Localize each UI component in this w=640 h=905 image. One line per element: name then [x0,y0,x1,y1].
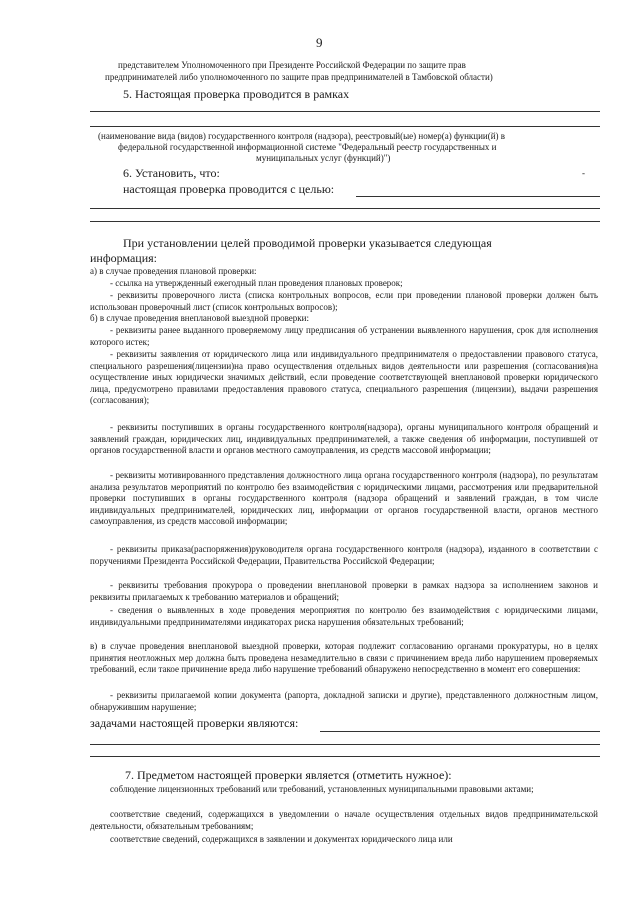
item-b3: - реквизиты поступивших в органы государственного контроля(надзора), органы муниципального контроля обращений и заявлений граждан, юридических лиц, индивидуальных предпринимателей, а также сведения об информации, поступившей от органов государственной власти и органов местного самоуправления, из средств массовой информации; [90,422,598,456]
item-a-title: а) в случае проведения плановой проверки: [90,266,257,276]
fill-line [90,744,600,745]
item-v1: - реквизиты прилагаемой копии документа (рапорта, докладной записки и другие), представленного должностным лицом, обнаружившим нарушение; [90,690,598,712]
item-b5: - реквизиты приказа(распоряжения)руководителя органа государственного контроля (надзора), изданного в соответствии с поручениями Президента Российской Федерации, Правительства Российской Федерации; [90,544,598,566]
section5-caption-2: федеральной государственной информационной системе "Федеральный реестр государственных и [118,142,497,152]
note-line-1: При установлении целей проводимой проверки указывается следующая [123,236,492,250]
intro-line-1: представителем Уполномоченного при Президенте Российской Федерации по защите прав [118,60,466,70]
section5-heading: 5. Настоящая проверка проводится в рамках [123,87,350,101]
item-b7: - сведения о выявленных в ходе проведения мероприятия по контролю без взаимодействия с юридическими лицами, индивидуальными предпринимателями индикаторах риска нарушения обязательных требований; [90,605,598,627]
section6-subheading: настоящая проверка проводится с целью: [123,182,335,196]
note-line-2: информация: [90,251,157,265]
dash-mark: - [582,168,585,178]
section5-caption-3: муниципальных услуг (функций)") [256,153,391,163]
fill-line [90,756,600,757]
item-b1: - реквизиты ранее выданного проверяемому лицу предписания об устранении выявленного нарушения, срок для исполнения которого истек; [90,325,598,347]
fill-line [90,208,600,209]
item-b4: - реквизиты мотивированного представления должностного лица органа государственного контроля (надзора), по результатам анализа результатов мероприятий по контролю без взаимодействия с юридическими лицами, рассмотрения или предварительной проверки поступивших в органы государственного контроля (надзора обращений и заявлений граждан, в том числе индивидуальных предпринимателей, юридических лиц, информации от органов государственной власти, органов местного самоуправления, из средств массовой информации; [90,470,598,527]
item-b2: - реквизиты заявления от юридического лица или индивидуального предпринимателя о предоставлении правового статуса, специального разрешения(лицензии)на право осуществления отдельных видов деятельности или разрешения (согласования)на осуществление иных юридически значимых действий, если проведение соответствующей внеплановой проверки юридического лица, предусмотрено правилами предоставления правового статуса, специального разрешения (лицензии), выдачи разрешения (согласования); [90,349,598,406]
section6-heading: 6. Установить, что: [123,166,220,180]
section7-item-2: соответствие сведений, содержащихся в уведомлении о начале осуществления отдельных видов предпринимательской деятельности, обязательным требованиям; [90,809,598,831]
fill-line [90,221,600,222]
item-a2: - реквизиты проверочного листа (списка контрольных вопросов, если при проведении плановой проверки должен быть использован проверочный лист (список контрольных вопросов); [90,290,598,312]
section7-item-1: соблюдение лицензионных требований или требований, установленных муниципальными правовыми актами; [110,784,534,794]
item-b6: - реквизиты требования прокурора о проведении внеплановой проверки в рамках надзора за исполнением законов и реквизиты прилагаемых к требованию материалов и обращений; [90,580,598,602]
item-a1: - ссылка на утвержденный ежегодный план проведения плановых проверок; [110,278,403,288]
fill-line [90,111,600,112]
intro-line-2: предпринимателей либо уполномоченного по защите прав предпринимателей в Тамбовской области) [105,72,493,82]
section7-heading: 7. Предметом настоящей проверки является (отметить нужное): [125,768,452,782]
fill-line [320,731,600,732]
item-v: в) в случае проведения внеплановой выездной проверки, которая подлежит согласованию органами прокуратуры, но в целях принятия неотложных мер должна быть проведена незамедлительно в связи с причинением вреда либо нарушением проверяемых требований, если такое причинение вреда либо нарушение требований обнаружено непосредственно в момент его совершения: [90,641,598,675]
fill-line [356,196,600,197]
section7-item-3: соответствие сведений, содержащихся в заявлении и документах юридического лица или [110,834,453,844]
item-b-title: б) в случае проведения внеплановой выездной проверки: [90,313,309,323]
section5-caption-1: (наименование вида (видов) государственного контроля (надзора), реестровый(ые) номер(а) функции(й) в [98,131,506,141]
tasks-heading: задачами настоящей проверки являются: [90,716,299,730]
page-number: 9 [316,35,323,50]
fill-line [90,126,600,127]
